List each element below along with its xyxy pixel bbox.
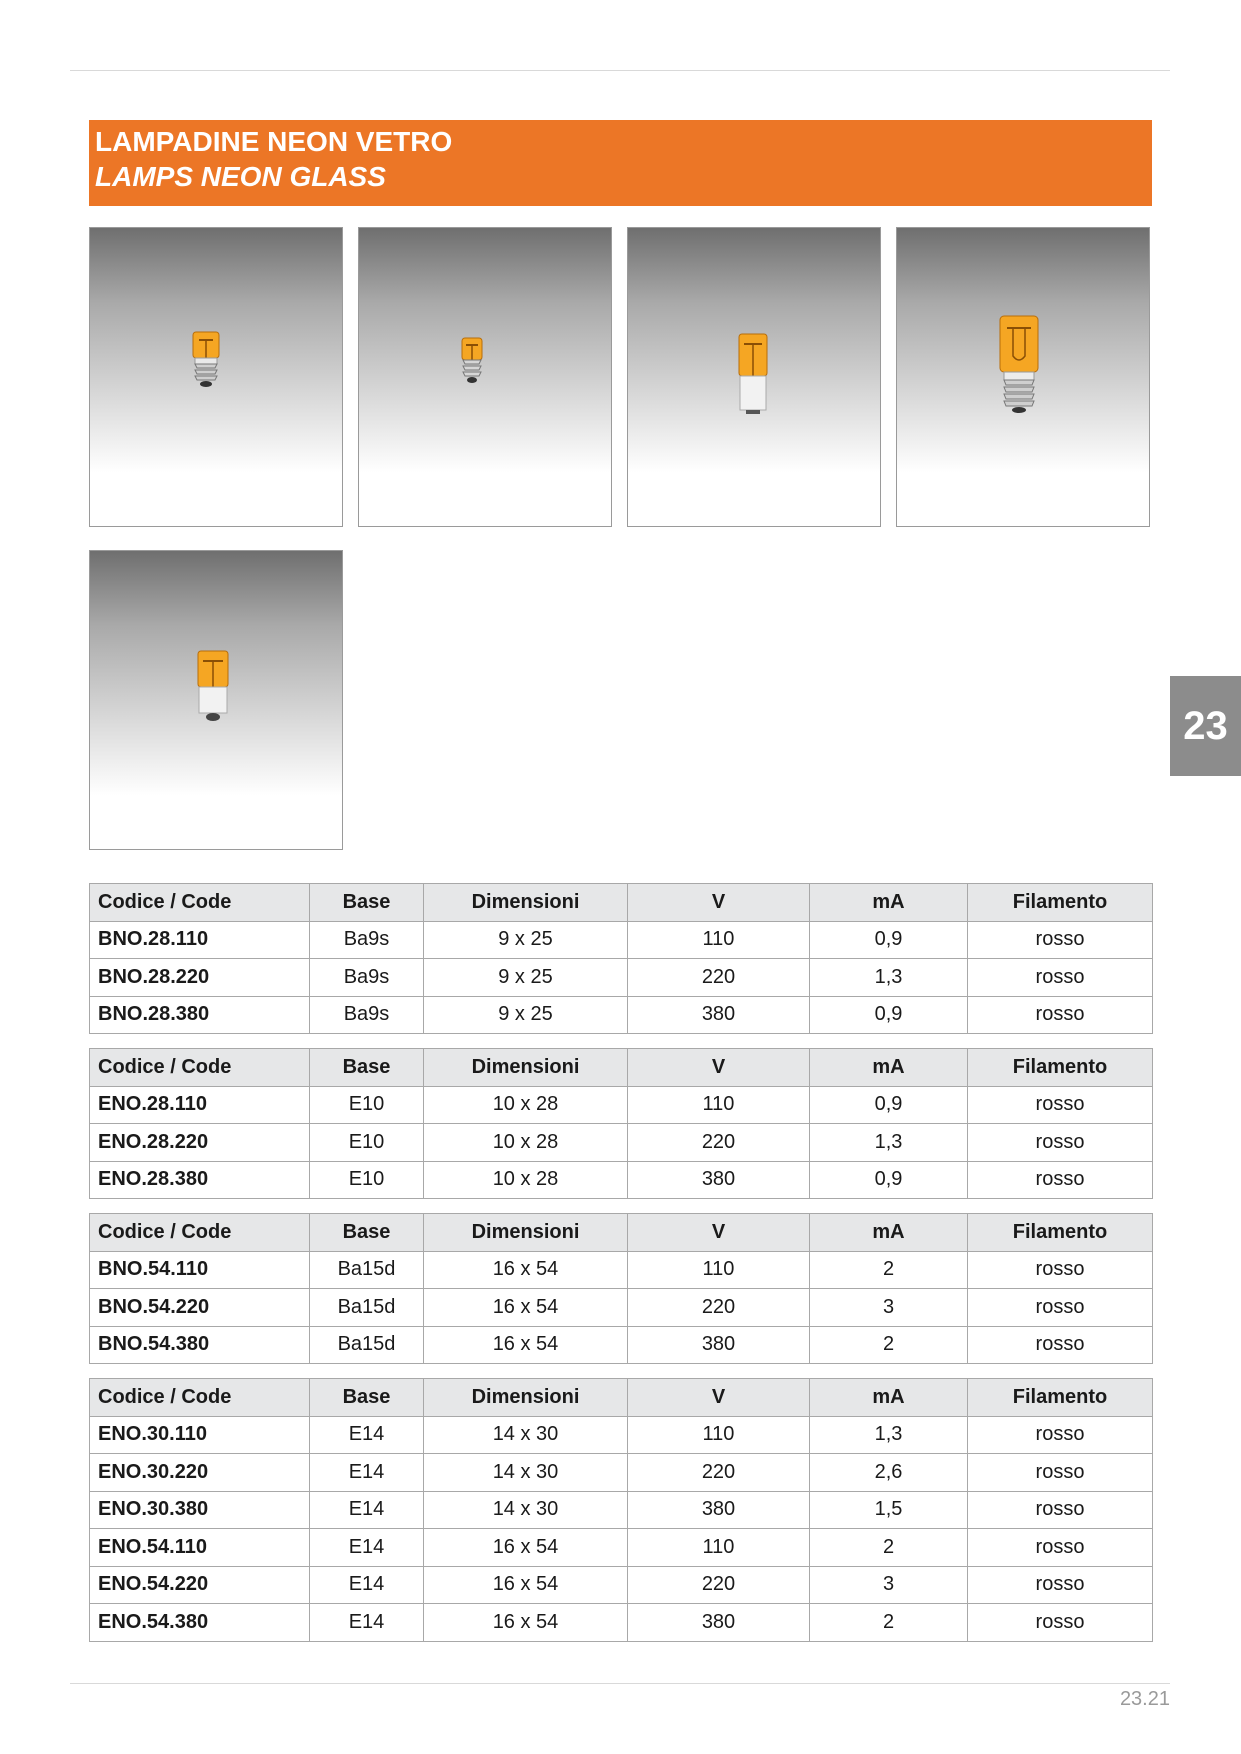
column-header: Codice / Code	[90, 1379, 310, 1417]
table-row	[90, 1326, 1153, 1364]
column-header: Filamento	[968, 1214, 1153, 1252]
column-header: Dimensioni	[424, 1379, 628, 1417]
table-cell: rosso	[968, 959, 1153, 997]
table-cell: 2	[810, 1529, 968, 1567]
table-cell: Ba9s	[310, 921, 424, 959]
table-cell: Ba9s	[310, 996, 424, 1034]
table-cell: 14 x 30	[424, 1416, 628, 1454]
table-cell: 2,6	[810, 1454, 968, 1492]
product-photo-4	[896, 227, 1150, 527]
table-cell: 110	[628, 1086, 810, 1124]
column-header: Dimensioni	[424, 1214, 628, 1252]
table-cell: rosso	[968, 1566, 1153, 1604]
product-photo-5	[89, 550, 343, 850]
table-row	[90, 1454, 1153, 1492]
table-cell: 0,9	[810, 921, 968, 959]
table-cell: rosso	[968, 1251, 1153, 1289]
table-cell: 380	[628, 1161, 810, 1199]
table-cell: 380	[628, 996, 810, 1034]
table-cell: 380	[628, 1326, 810, 1364]
table-cell: Ba9s	[310, 959, 424, 997]
product-photo-1	[89, 227, 343, 527]
table-row	[90, 1604, 1153, 1642]
column-header: V	[628, 884, 810, 922]
table-cell: 110	[628, 921, 810, 959]
table-row	[90, 1161, 1153, 1199]
spec-table-1-body	[90, 921, 1153, 1034]
table-row	[90, 1566, 1153, 1604]
table-row	[90, 1491, 1153, 1529]
table-cell: rosso	[968, 1326, 1153, 1364]
table-cell: E14	[310, 1491, 424, 1529]
column-header: Dimensioni	[424, 1049, 628, 1087]
table-cell: 16 x 54	[424, 1289, 628, 1327]
table-cell: 16 x 54	[424, 1529, 628, 1567]
product-code: ENO.54.110	[90, 1529, 310, 1567]
table-cell: 110	[628, 1529, 810, 1567]
table-cell: rosso	[968, 996, 1153, 1034]
page-number: 23.21	[1119, 1688, 1170, 1710]
table-cell: 9 x 25	[424, 959, 628, 997]
table-cell: E14	[310, 1454, 424, 1492]
table-cell: 220	[628, 1566, 810, 1604]
column-header: Filamento	[968, 884, 1153, 922]
column-header: Codice / Code	[90, 884, 310, 922]
table-cell: E14	[310, 1566, 424, 1604]
section-tab[interactable]: 23	[1170, 676, 1241, 776]
table-header-row	[90, 1379, 1153, 1417]
neon-lamp-e10-icon	[90, 228, 344, 528]
table-header-row	[90, 1049, 1153, 1087]
table-cell: 1,3	[810, 959, 968, 997]
spec-table-1-header	[90, 884, 1153, 922]
table-cell: 3	[810, 1566, 968, 1604]
table-cell: 220	[628, 1124, 810, 1162]
column-header: Base	[310, 1379, 424, 1417]
table-cell: Ba15d	[310, 1289, 424, 1327]
spec-table-2	[89, 1048, 1153, 1199]
neon-lamp-e14-icon	[897, 228, 1151, 528]
column-header: Filamento	[968, 1379, 1153, 1417]
spec-table-3-body	[90, 1251, 1153, 1364]
table-cell: 0,9	[810, 1086, 968, 1124]
title-italian: LAMPADINE NEON VETRO	[95, 126, 453, 157]
table-cell: 9 x 25	[424, 996, 628, 1034]
column-header: Filamento	[968, 1049, 1153, 1087]
table-cell: 14 x 30	[424, 1491, 628, 1529]
product-code: ENO.54.380	[90, 1604, 310, 1642]
table-cell: 2	[810, 1326, 968, 1364]
product-code: BNO.28.380	[90, 996, 310, 1034]
title-english: LAMPS NEON GLASS	[95, 161, 386, 192]
product-code: ENO.28.110	[90, 1086, 310, 1124]
spec-table-1	[89, 883, 1153, 1034]
table-row	[90, 1289, 1153, 1327]
product-code: BNO.28.220	[90, 959, 310, 997]
product-code: ENO.30.110	[90, 1416, 310, 1454]
table-cell: 10 x 28	[424, 1086, 628, 1124]
column-header: mA	[810, 884, 968, 922]
table-cell: rosso	[968, 1086, 1153, 1124]
table-cell: 1,3	[810, 1124, 968, 1162]
table-cell: 14 x 30	[424, 1454, 628, 1492]
table-cell: 0,9	[810, 1161, 968, 1199]
table-cell: rosso	[968, 921, 1153, 959]
table-cell: 16 x 54	[424, 1251, 628, 1289]
table-cell: rosso	[968, 1604, 1153, 1642]
column-header: V	[628, 1214, 810, 1252]
neon-lamp-ba15d-icon	[628, 228, 882, 528]
table-cell: 10 x 28	[424, 1161, 628, 1199]
spec-table-4-body	[90, 1416, 1153, 1641]
spec-table-2-body	[90, 1086, 1153, 1199]
product-photo-2	[358, 227, 612, 527]
product-code: ENO.30.380	[90, 1491, 310, 1529]
table-cell: 380	[628, 1604, 810, 1642]
table-cell: 10 x 28	[424, 1124, 628, 1162]
table-cell: 3	[810, 1289, 968, 1327]
product-code: ENO.30.220	[90, 1454, 310, 1492]
spec-table-3	[89, 1213, 1153, 1364]
table-cell: rosso	[968, 1454, 1153, 1492]
product-code: BNO.54.110	[90, 1251, 310, 1289]
table-row	[90, 1529, 1153, 1567]
table-row	[90, 1416, 1153, 1454]
table-cell: rosso	[968, 1491, 1153, 1529]
product-code: BNO.54.220	[90, 1289, 310, 1327]
table-cell: rosso	[968, 1161, 1153, 1199]
table-row	[90, 1124, 1153, 1162]
column-header: Base	[310, 1049, 424, 1087]
table-cell: rosso	[968, 1124, 1153, 1162]
table-cell: 380	[628, 1491, 810, 1529]
spec-table-4	[89, 1378, 1153, 1642]
table-row	[90, 959, 1153, 997]
table-cell: E14	[310, 1604, 424, 1642]
table-row	[90, 1251, 1153, 1289]
table-cell: E14	[310, 1416, 424, 1454]
product-photo-3	[627, 227, 881, 527]
product-code: ENO.28.220	[90, 1124, 310, 1162]
column-header: V	[628, 1049, 810, 1087]
table-cell: 110	[628, 1416, 810, 1454]
product-code: ENO.54.220	[90, 1566, 310, 1604]
column-header: Dimensioni	[424, 884, 628, 922]
neon-lamp-ba9s-icon	[359, 228, 613, 528]
table-cell: rosso	[968, 1416, 1153, 1454]
table-cell: E10	[310, 1124, 424, 1162]
table-cell: 220	[628, 1289, 810, 1327]
column-header: mA	[810, 1214, 968, 1252]
neon-lamp-ba15d-short-icon	[90, 551, 344, 851]
table-cell: 2	[810, 1604, 968, 1642]
table-cell: E14	[310, 1529, 424, 1567]
product-code: BNO.28.110	[90, 921, 310, 959]
table-cell: rosso	[968, 1529, 1153, 1567]
spec-table-4-header	[90, 1379, 1153, 1417]
spec-table-2-header	[90, 1049, 1153, 1087]
column-header: Codice / Code	[90, 1214, 310, 1252]
table-cell: 2	[810, 1251, 968, 1289]
table-cell: rosso	[968, 1289, 1153, 1327]
table-header-row	[90, 1214, 1153, 1252]
column-header: Base	[310, 884, 424, 922]
table-row	[90, 921, 1153, 959]
table-cell: 220	[628, 959, 810, 997]
table-cell: E10	[310, 1161, 424, 1199]
table-cell: 9 x 25	[424, 921, 628, 959]
table-cell: 110	[628, 1251, 810, 1289]
table-cell: E10	[310, 1086, 424, 1124]
table-cell: Ba15d	[310, 1251, 424, 1289]
table-cell: 16 x 54	[424, 1326, 628, 1364]
title-band	[89, 120, 1152, 206]
column-header: mA	[810, 1049, 968, 1087]
column-header: Base	[310, 1214, 424, 1252]
column-header: V	[628, 1379, 810, 1417]
spec-table-3-header	[90, 1214, 1153, 1252]
table-row	[90, 996, 1153, 1034]
column-header: Codice / Code	[90, 1049, 310, 1087]
column-header: mA	[810, 1379, 968, 1417]
product-code: BNO.54.380	[90, 1326, 310, 1364]
table-cell: 16 x 54	[424, 1566, 628, 1604]
table-cell: 0,9	[810, 996, 968, 1034]
table-cell: 1,5	[810, 1491, 968, 1529]
product-code: ENO.28.380	[90, 1161, 310, 1199]
table-cell: 1,3	[810, 1416, 968, 1454]
table-header-row	[90, 884, 1153, 922]
table-cell: Ba15d	[310, 1326, 424, 1364]
table-cell: 220	[628, 1454, 810, 1492]
bottom-rule	[70, 1683, 1170, 1684]
table-row	[90, 1086, 1153, 1124]
top-rule	[70, 70, 1170, 71]
table-cell: 16 x 54	[424, 1604, 628, 1642]
